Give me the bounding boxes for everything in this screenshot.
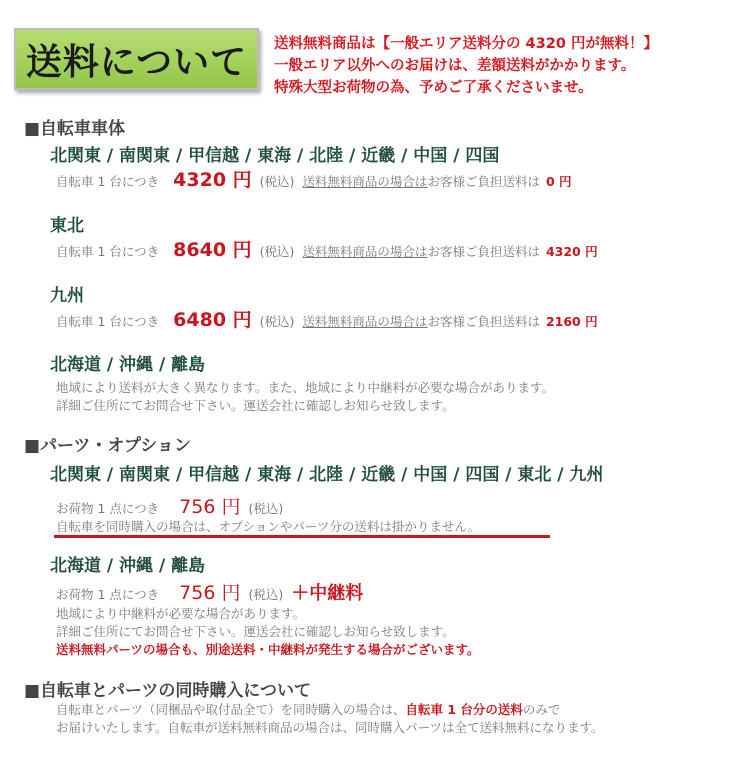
parts-remote-region: 北海道 / 沖縄 / 離島 bbox=[50, 556, 206, 576]
note-underline bbox=[54, 535, 550, 538]
bicycle-price-row bbox=[56, 235, 598, 262]
burden-label: お客様ご負担送料は bbox=[427, 314, 540, 329]
bicycle-price-row bbox=[56, 165, 572, 192]
bicycle-region-name: 北関東 / 南関東 / 甲信越 / 東海 / 北陸 / 近畿 / 中国 / 四国 bbox=[50, 146, 500, 166]
parts-remote-line-2: 詳細ご住所にてお問合せ下さい。運送会社に確認しお知らせ致します。 bbox=[56, 624, 455, 639]
tax-label: (税込) bbox=[259, 314, 295, 329]
parts-remote-price-row bbox=[56, 578, 363, 605]
shipping-price: 756 円 bbox=[179, 496, 241, 518]
tax-label: (税込) bbox=[248, 501, 284, 516]
combo-line-1-b: 自転車 1 台分の送料 bbox=[405, 702, 523, 717]
per-unit-label: お荷物 1 点につき bbox=[56, 587, 160, 602]
free-shipping-note: 送料無料商品の場合は bbox=[302, 244, 428, 259]
bicycle-remote-line-1: 地域により送料が大きく異なります。また、地域により中継料が必要な場合があります。 bbox=[56, 380, 555, 395]
parts-remote-line-1: 地域により中継料が必要な場合があります。 bbox=[56, 606, 306, 621]
shipping-price: 6480 円 bbox=[173, 309, 252, 331]
bicycle-remote-line-2: 詳細ご住所にてお問合せ下さい。運送会社に確認しお知らせ致します。 bbox=[56, 398, 455, 413]
per-unit-label: 自転車 1 台につき bbox=[56, 244, 160, 259]
shipping-price: 756 円 bbox=[179, 582, 241, 604]
free-shipping-note: 送料無料商品の場合は bbox=[302, 174, 428, 189]
free-shipping-note: 送料無料商品の場合は bbox=[302, 314, 428, 329]
bicycle-region-name: 九州 bbox=[50, 286, 84, 306]
tax-label: (税込) bbox=[259, 244, 295, 259]
combo-line-1-c: のみで bbox=[522, 702, 561, 717]
per-unit-label: お荷物 1 点につき bbox=[56, 501, 160, 516]
bicycle-remote-region: 北海道 / 沖縄 / 離島 bbox=[50, 355, 206, 375]
shipping-price: 8640 円 bbox=[173, 239, 252, 261]
plus-relay-fee: ＋中継料 bbox=[291, 583, 364, 604]
customer-burden: 4320 円 bbox=[545, 244, 598, 259]
per-unit-label: 自転車 1 台につき bbox=[56, 314, 160, 329]
customer-burden: 2160 円 bbox=[545, 314, 598, 329]
parts-region-name: 北関東 / 南関東 / 甲信越 / 東海 / 北陸 / 近畿 / 中国 / 四国 / 東北 / 九州 bbox=[50, 465, 604, 485]
notice-line-3: 特殊大型お荷物の為、予めご了承くださいませ。 bbox=[274, 80, 593, 96]
burden-label: お客様ご負担送料は bbox=[427, 244, 540, 259]
notice-line-1: 送料無料商品は【一般エリア送料分の 4320 円が無料！】 bbox=[274, 36, 658, 52]
tax-label: (税込) bbox=[248, 587, 284, 602]
same-purchase-note: 自転車を同時購入の場合は、オプションやパーツ分の送料は掛かりません。 bbox=[56, 519, 481, 534]
shipping-price: 4320 円 bbox=[173, 169, 252, 191]
tax-label: (税込) bbox=[259, 174, 295, 189]
bicycle-region-name: 東北 bbox=[50, 216, 84, 236]
per-unit-label: 自転車 1 台につき bbox=[56, 174, 160, 189]
combo-line-1-a: 自転車とパーツ（同梱品や取付品全て）を同時購入の場合は、 bbox=[56, 702, 406, 717]
parts-remote-warning: 送料無料パーツの場合も、別途送料・中継料が発生する場合がございます。 bbox=[56, 642, 480, 657]
bicycle-price-row bbox=[56, 305, 598, 332]
combo-heading: ■自転車とパーツの同時購入について bbox=[24, 681, 312, 701]
combo-line-2: お届けいたします。自転車が送料無料商品の場合は、同時購入パーツは全て送料無料になります。 bbox=[56, 720, 604, 735]
combo-line-1 bbox=[56, 700, 560, 718]
customer-burden: 0 円 bbox=[545, 174, 572, 189]
parts-price-row bbox=[56, 492, 283, 519]
parts-heading: ■パーツ・オプション bbox=[24, 436, 191, 456]
bicycle-heading: ■自転車車体 bbox=[24, 119, 126, 139]
page-title: 送料について bbox=[14, 28, 259, 90]
burden-label: お客様ご負担送料は bbox=[427, 174, 540, 189]
notice-line-2: 一般エリア以外へのお届けは、差額送料がかかります。 bbox=[274, 58, 636, 74]
